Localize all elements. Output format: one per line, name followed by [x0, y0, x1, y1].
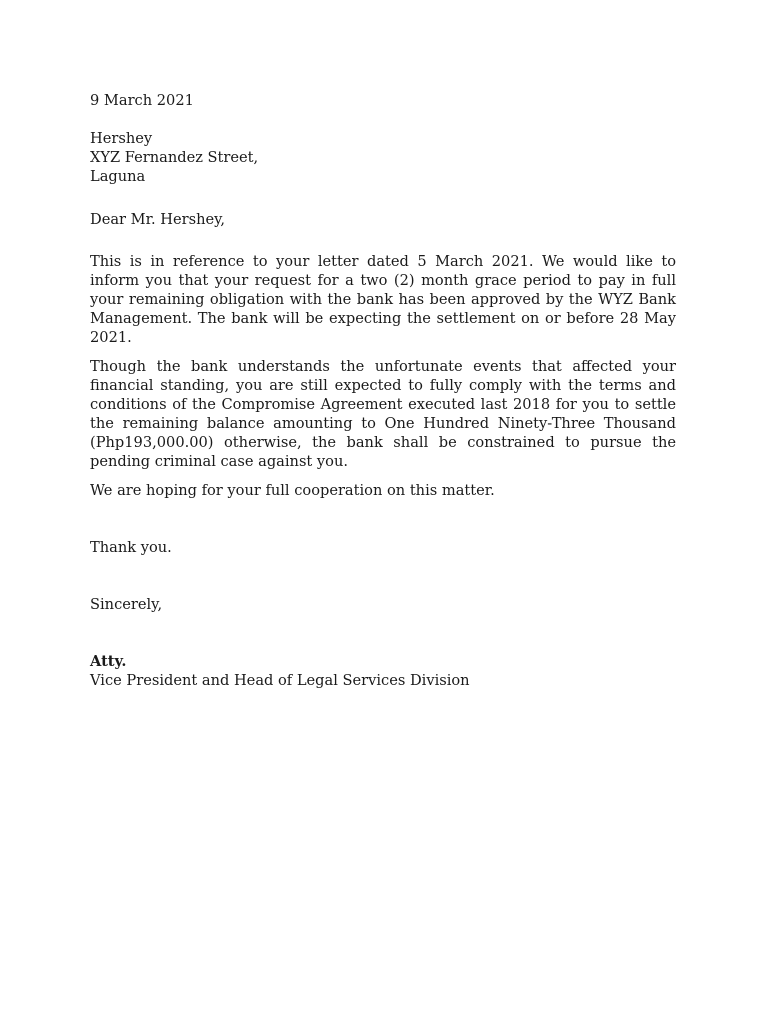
- recipient-city: Laguna: [90, 168, 146, 185]
- letter-date: 9 March 2021: [90, 92, 194, 109]
- paragraph-cooperation: We are hoping for your full cooperation on this matter.: [90, 482, 495, 499]
- thanks-line: Thank you.: [90, 539, 172, 556]
- signer-name: Atty.: [90, 653, 127, 670]
- paragraph-approval: This is in reference to your letter dated 5 March 2021. We would like to inform you that your request for a two (2) month grace period to pay in full your remaining obligation with the bank has been approved by the WYZ Bank Management. The bank will be expecting the settlement on or before 28 May 2021.: [90, 253, 676, 346]
- recipient-name: Hershey: [90, 130, 153, 147]
- closing-line: Sincerely,: [90, 596, 163, 613]
- letter-body: [90, 91, 676, 690]
- signer-title: Vice President and Head of Legal Services Division: [90, 672, 470, 689]
- recipient-street: XYZ Fernandez Street,: [90, 149, 259, 166]
- recipient-address: [90, 129, 676, 186]
- salutation: Dear Mr. Hershey,: [90, 211, 226, 228]
- paragraph-compliance: Though the bank understands the unfortunate events that affected your financial standing, you are still expected to fully comply with the terms and conditions of the Compromise Agreement executed last 2018 for you to settle the remaining balance amounting to One Hundred Ninety-Three Thousand (Php193,000.00) otherwise, the bank shall be constrained to pursue the pending criminal case against you.: [90, 358, 676, 470]
